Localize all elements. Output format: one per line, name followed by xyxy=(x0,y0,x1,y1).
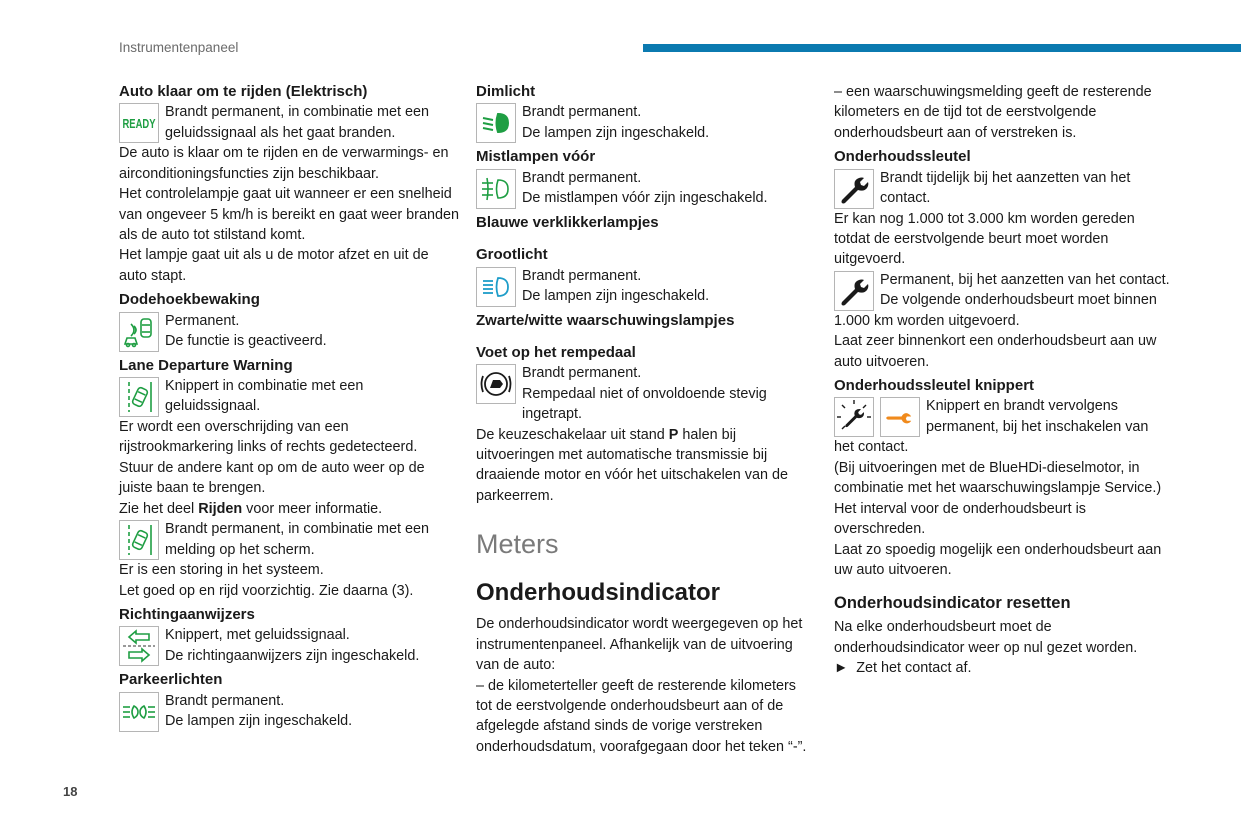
ready-heading: Auto klaar om te rijden (Elektrisch) xyxy=(119,83,368,100)
service-indicator-heading: Onderhoudsindicator xyxy=(476,579,721,607)
ready-paragraph-2: Het controlelampje gaat uit wanneer er een snelheid van ongeveer 5 km/h is bereikt en gaat weer branden als de auto tot stilstand komt. xyxy=(119,186,459,244)
key-blink-line-3: het contact. xyxy=(834,439,909,456)
brake-heading: Voet op het rempedaal xyxy=(476,344,636,362)
blind-spot-icon xyxy=(119,312,159,352)
header-accent-bar xyxy=(643,44,1241,52)
dipped-heading: Dimlicht xyxy=(476,83,536,100)
dipped-block xyxy=(476,102,811,143)
key-blink-paragraph-3: Laat zo spoedig mogelijk een onderhoudsbeurt aan uw auto uitvoeren. xyxy=(834,541,1162,578)
service-key-line-5: 1.000 km worden uitgevoerd. xyxy=(834,312,1020,329)
service-paragraph-2: – de kilometerteller geeft de resterende kilometers tot de eerstvolgende onderhoudsbeurt aan of de afgelegde afstand sinds de vorige verstreken onderhoudsdatum, voorafgegaan door het teken “-”. xyxy=(476,677,807,755)
lane-block-2 xyxy=(119,519,459,560)
front-fog-lamp-icon xyxy=(476,169,516,209)
main-beam-line-2: De lampen zijn ingeschakeld. xyxy=(522,288,710,305)
service-key-paragraph-1: Er kan nog 1.000 tot 3.000 km worden gereden totdat de eerstvolgende beurt moet worden uitgevoerd. xyxy=(834,210,1135,268)
col3-paragraph-1: – een waarschuwingsmelding geeft de resterende kilometers en de tijd tot de eerstvolgende onderhoudsbeurt aan of verstreken is. xyxy=(834,84,1152,141)
ready-line-2: geluidssignaal als het gaat branden. xyxy=(165,124,396,141)
service-key-heading: Onderhoudssleutel xyxy=(834,148,971,166)
wrench-icon xyxy=(834,169,874,209)
column-1 xyxy=(119,82,459,732)
lane-departure-fault-icon xyxy=(119,520,159,560)
blindspot-heading: Dodehoekbewaking xyxy=(119,291,260,309)
page-number: 18 xyxy=(63,784,78,799)
parking-lights-icon xyxy=(119,692,159,732)
reset-heading: Onderhoudsindicator resetten xyxy=(834,594,1071,613)
lane-line-1: Knippert in combinatie met een xyxy=(165,378,364,395)
parking-block xyxy=(119,691,459,732)
ready-paragraph-3: Het lampje gaat uit als u de motor afzet en uit de auto stapt. xyxy=(119,247,429,284)
ready-icon-text: READY xyxy=(122,116,156,132)
lane-line-3: Brandt permanent, in combinatie met een xyxy=(165,521,429,538)
lane-block-1 xyxy=(119,376,459,417)
service-key-line-2: contact. xyxy=(880,190,931,207)
step-marker-icon: ► xyxy=(834,660,849,677)
reset-step-text: Zet het contact af. xyxy=(856,660,972,677)
brake-line-1: Brandt permanent. xyxy=(522,365,642,382)
main-beam-icon xyxy=(476,267,516,307)
lane-line-4: melding op het scherm. xyxy=(165,541,315,558)
blindspot-line-2: De functie is geactiveerd. xyxy=(165,333,327,350)
fog-block xyxy=(476,168,811,209)
dipped-line-1: Brandt permanent. xyxy=(522,104,642,121)
main-beam-block xyxy=(476,266,811,307)
section-header: Instrumentenpaneel xyxy=(119,40,239,55)
reset-paragraph-1: Na elke onderhoudsbeurt moet de onderhoudsindicator weer op nul gezet worden. xyxy=(834,619,1138,656)
ready-line-1: Brandt permanent, in combinatie met een xyxy=(165,104,429,121)
key-blink-heading: Onderhoudssleutel knippert xyxy=(834,377,1035,395)
blindspot-line-1: Permanent. xyxy=(165,312,240,329)
key-blink-line-2: permanent, bij het inschakelen van xyxy=(926,418,1149,435)
service-key-block-1 xyxy=(834,168,1174,209)
rijden-link: Rijden xyxy=(198,500,243,517)
key-blink-line-1: Knippert en brandt vervolgens xyxy=(926,398,1118,415)
main-beam-line-1: Brandt permanent. xyxy=(522,267,642,284)
dipped-line-2: De lampen zijn ingeschakeld. xyxy=(522,124,710,141)
blue-lamps-heading: Blauwe verklikkerlampjes xyxy=(476,213,659,231)
lane-line-2: geluidssignaal. xyxy=(165,398,261,415)
meters-heading: Meters xyxy=(476,529,559,560)
fog-line-1: Brandt permanent. xyxy=(522,169,642,186)
parking-line-1: Brandt permanent. xyxy=(165,692,285,709)
dipped-beam-icon xyxy=(476,103,516,143)
main-beam-heading: Grootlicht xyxy=(476,246,548,264)
brake-line-2: Rempedaal niet of onvoldoende stevig xyxy=(522,385,767,402)
lane-paragraph-5: Let goed op en rijd voorzichtig. Zie daarna (3). xyxy=(119,582,414,599)
parking-heading: Parkeerlichten xyxy=(119,671,223,689)
column-2 xyxy=(476,82,811,757)
brake-paragraph-1: De keuzeschakelaar uit stand P halen bij uitvoeringen met automatische transmissie bij draaiende motor en vóór het uitschakelen van de parkeerrem. xyxy=(476,426,788,504)
service-key-paragraph-2: Laat zeer binnenkort een onderhoudsbeurt aan uw auto uitvoeren. xyxy=(834,333,1157,370)
lane-paragraph-1: Er wordt een overschrijding van een rijstrookmarkering links of rechts gedetecteerd. xyxy=(119,419,418,456)
service-key-line-4: De volgende onderhoudsbeurt moet binnen xyxy=(880,292,1157,309)
service-key-block-2 xyxy=(834,270,1174,331)
lane-heading: Lane Departure Warning xyxy=(119,356,293,374)
wrench-blinking-icon xyxy=(834,397,874,437)
service-key-line-1: Brandt tijdelijk bij het aanzetten van het xyxy=(880,169,1131,186)
indicators-heading: Richtingaanwijzers xyxy=(119,605,255,623)
indicators-line-1: Knippert, met geluidssignaal. xyxy=(165,627,350,644)
indicators-block xyxy=(119,625,459,666)
service-paragraph-1: De onderhoudsindicator wordt weergegeven op het instrumentenpaneel. Afhankelijk van de uitvoering van de auto: xyxy=(476,616,803,674)
turn-signal-icon xyxy=(119,626,159,666)
service-key-line-3: Permanent, bij het aanzetten van het contact. xyxy=(880,271,1170,288)
fog-heading: Mistlampen vóór xyxy=(476,148,596,166)
lane-paragraph-4: Er is een storing in het systeem. xyxy=(119,562,324,579)
indicators-line-2: De richtingaanwijzers zijn ingeschakeld. xyxy=(165,647,420,664)
bw-lamps-heading: Zwarte/witte waarschuwingslampjes xyxy=(476,311,735,329)
parking-line-2: De lampen zijn ingeschakeld. xyxy=(165,713,353,730)
ready-block xyxy=(119,102,459,143)
wrench-orange-icon xyxy=(880,397,920,437)
ready-icon xyxy=(119,103,159,143)
brake-line-3: ingetrapt. xyxy=(522,406,583,423)
wrench-permanent-icon xyxy=(834,271,874,311)
gear-p-label: P xyxy=(668,426,679,443)
brake-block xyxy=(476,363,811,424)
reset-step xyxy=(834,658,1174,678)
lane-paragraph-2: Stuur de andere kant op om de auto weer op de juiste baan te brengen. xyxy=(119,459,425,497)
key-blink-paragraph-2: Het interval voor de onderhoudsbeurt is overschreden. xyxy=(834,500,1086,538)
key-blink-block xyxy=(834,396,1174,457)
lane-paragraph-3: Zie het deel Rijden voor meer informatie. xyxy=(119,500,383,517)
lane-departure-icon xyxy=(119,377,159,417)
key-blink-paragraph-1: (Bij uitvoeringen met de BlueHDi-dieselmotor, in combinatie met het waarschuwingslampje Service.) xyxy=(834,459,1162,497)
column-3 xyxy=(834,82,1174,679)
blindspot-block xyxy=(119,311,459,352)
ready-paragraph-1: De auto is klaar om te rijden en de verwarmings- en airconditioningsfuncties zijn beschikbaar. xyxy=(119,145,449,182)
foot-on-brake-icon xyxy=(476,364,516,404)
fog-line-2: De mistlampen vóór zijn ingeschakeld. xyxy=(522,190,768,207)
